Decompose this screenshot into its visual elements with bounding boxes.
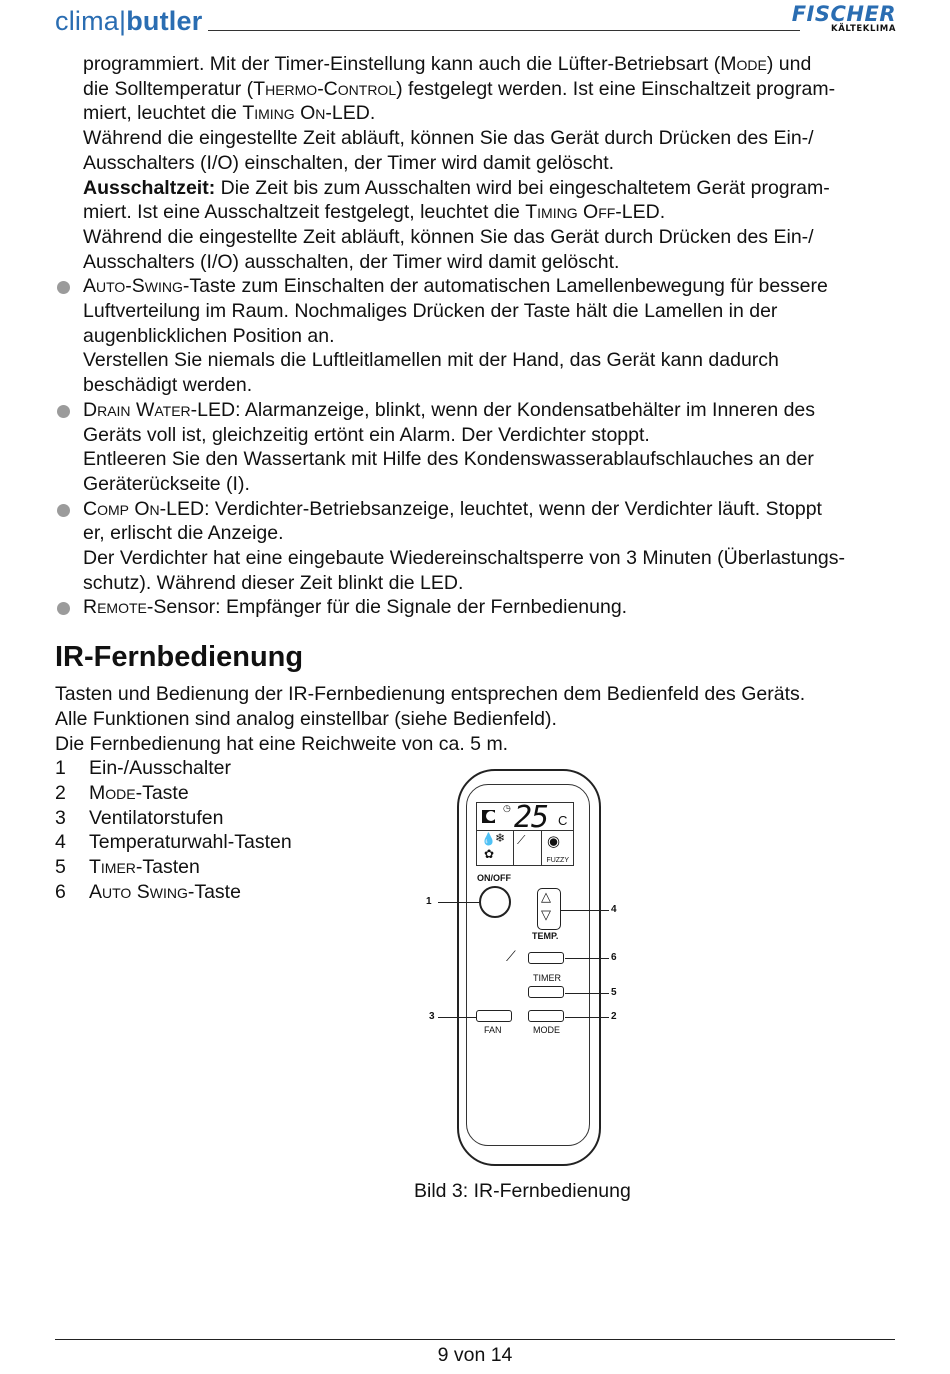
fuzzy-icon: ◉: [547, 833, 561, 850]
on-off-button[interactable]: [479, 886, 511, 918]
callout-number: 2: [611, 1011, 617, 1022]
fischer-logo: [778, 4, 896, 34]
brand-separator: |: [119, 6, 127, 36]
water-drop-icon: 💧: [481, 832, 496, 846]
section-title: IR-Fernbedienung: [55, 641, 304, 674]
sleep-moon-icon: [482, 810, 495, 823]
timer-label: TIMER: [533, 973, 561, 983]
list-item: 1 Ein-/Ausschalter: [55, 757, 231, 780]
logo-main: FISCHER: [791, 2, 896, 26]
timer-button[interactable]: [528, 986, 564, 998]
intro-line: Ausschalters (I/O) ausschalten, der Timer wird damit gelöscht.: [83, 250, 620, 273]
swing-icon: ⟋: [517, 833, 526, 847]
bullet-drain-water: Drain Water-LED: Alarmanzeige, blinkt, wenn der Kondensatbehälter im Inneren des Geräts voll ist, gleichzeitig ertönt ein Alarm. Der Verdichter stoppt. Entleeren Sie den Wassertank mit Hilfe des Kondenswasserablaufschlauches an der Geräterückseite (I).: [55, 398, 895, 497]
list-item: 2 Mode-Taste: [55, 781, 189, 804]
brand-logo: [55, 6, 202, 37]
lcd-divider: [477, 830, 573, 831]
callout-number: 6: [611, 952, 617, 963]
mode-button[interactable]: [528, 1010, 564, 1022]
callout-line: [565, 1017, 609, 1018]
temp-buttons[interactable]: [537, 888, 561, 930]
swing-button[interactable]: [528, 952, 564, 964]
footer-rule: [55, 1339, 895, 1340]
bullet-dot-icon: [57, 504, 70, 517]
callout-number: 4: [611, 904, 617, 915]
intro-line: Ausschaltzeit: Die Zeit bis zum Ausschalten wird bei eingeschaltetem Gerät program-: [83, 176, 830, 199]
remote-illustration: [420, 764, 640, 1164]
header-rule: [208, 30, 800, 31]
temp-down-icon[interactable]: ▽: [541, 907, 551, 922]
lcd-fuzzy-label: FUZZY: [546, 857, 569, 864]
remote-lcd: [476, 802, 574, 866]
temp-up-icon[interactable]: △: [541, 889, 551, 904]
bullet-comp-on: Comp On-LED: Verdichter-Betriebsanzeige, leuchtet, wenn der Verdichter läuft. Stoppt er, erlischt die Anzeige. Der Verdichter hat eine eingebaute Wiedereinschaltsperre von 3 Minuten (Überlastungs- schutz). Während dieser Zeit blinkt die LED.: [55, 497, 895, 596]
off-label: Ausschaltzeit:: [83, 176, 216, 199]
clock-icon: ◷: [503, 803, 511, 813]
swing-icon: ⟋: [506, 948, 516, 964]
list-item: 4 Temperaturwahl-Tasten: [55, 831, 292, 854]
intro-line: miert, leuchtet die Timing On-LED.: [83, 102, 376, 125]
callout-line: [561, 910, 609, 911]
temp-label: TEMP.: [532, 931, 559, 941]
callout-number: 5: [611, 987, 617, 998]
section-paragraph: Die Fernbedienung hat eine Reichweite von ca. 5 m.: [55, 732, 509, 755]
brand-light: clima: [55, 6, 120, 36]
lcd-divider: [541, 830, 542, 865]
callout-number: 1: [426, 896, 432, 907]
callout-line: [565, 993, 609, 994]
list-item: 6 Auto Swing-Taste: [55, 880, 241, 903]
on-off-label: ON/OFF: [477, 873, 511, 883]
bullet-dot-icon: [57, 405, 70, 418]
mode-label: MODE: [533, 1025, 560, 1035]
list-item: 5 Timer-Tasten: [55, 856, 200, 879]
intro-line: miert. Ist eine Ausschaltzeit festgelegt, leuchtet die Timing Off-LED.: [83, 201, 666, 224]
logo-sub: KÄLTEKLIMA: [831, 24, 896, 34]
callout-line: [438, 1017, 476, 1018]
brand-bold: butler: [126, 6, 203, 36]
section-paragraph: Tasten und Bedienung der IR-Fernbedienung entsprechen dem Bedienfeld des Geräts.: [55, 683, 806, 706]
intro-line: programmiert. Mit der Timer-Einstellung kann auch die Lüfter-Betriebsart (Mode) und: [83, 53, 812, 75]
intro-line: die Solltemperatur (Thermo-Control) festgelegt werden. Ist eine Einschaltzeit program-: [83, 77, 836, 100]
lcd-unit: C: [558, 813, 568, 828]
callout-line: [438, 902, 480, 903]
intro-line: Während die eingestellte Zeit abläuft, können Sie das Gerät durch Drücken des Ein-/: [83, 127, 814, 150]
intro-line: Während die eingestellte Zeit abläuft, können Sie das Gerät durch Drücken des Ein-/: [83, 225, 814, 248]
fan-label: FAN: [484, 1025, 502, 1035]
callout-line: [565, 958, 609, 959]
figure-caption: Bild 3: IR-Fernbedienung: [414, 1180, 631, 1202]
list-item: 3 Ventilatorstufen: [55, 806, 224, 829]
fan-icon: ✿: [484, 847, 495, 861]
fan-button[interactable]: [476, 1010, 512, 1022]
page-number: 9 von 14: [437, 1344, 513, 1366]
lcd-temperature: 25: [514, 800, 549, 835]
bullet-remote: Remote-Sensor: Empfänger für die Signale der Fernbedienung.: [55, 595, 895, 620]
section-paragraph: Alle Funktionen sind analog einstellbar (siehe Bedienfeld).: [55, 707, 557, 730]
bullet-auto-swing: Auto-Swing-Taste zum Einschalten der automatischen Lamellenbewegung für bessere Luftverteilung im Raum. Nochmaliges Drücken der Taste hält die Lamellen in der augenblicklichen Position an. Verstellen Sie niemals die Luftleitlamellen mit der Hand, das Gerät kann dadurch beschädigt werden.: [55, 274, 895, 398]
intro-line: Ausschalters (I/O) einschalten, der Timer wird damit gelöscht.: [83, 151, 615, 174]
lcd-divider: [513, 830, 514, 865]
callout-number: 3: [429, 1011, 435, 1022]
snowflake-icon: ❄: [495, 831, 506, 845]
